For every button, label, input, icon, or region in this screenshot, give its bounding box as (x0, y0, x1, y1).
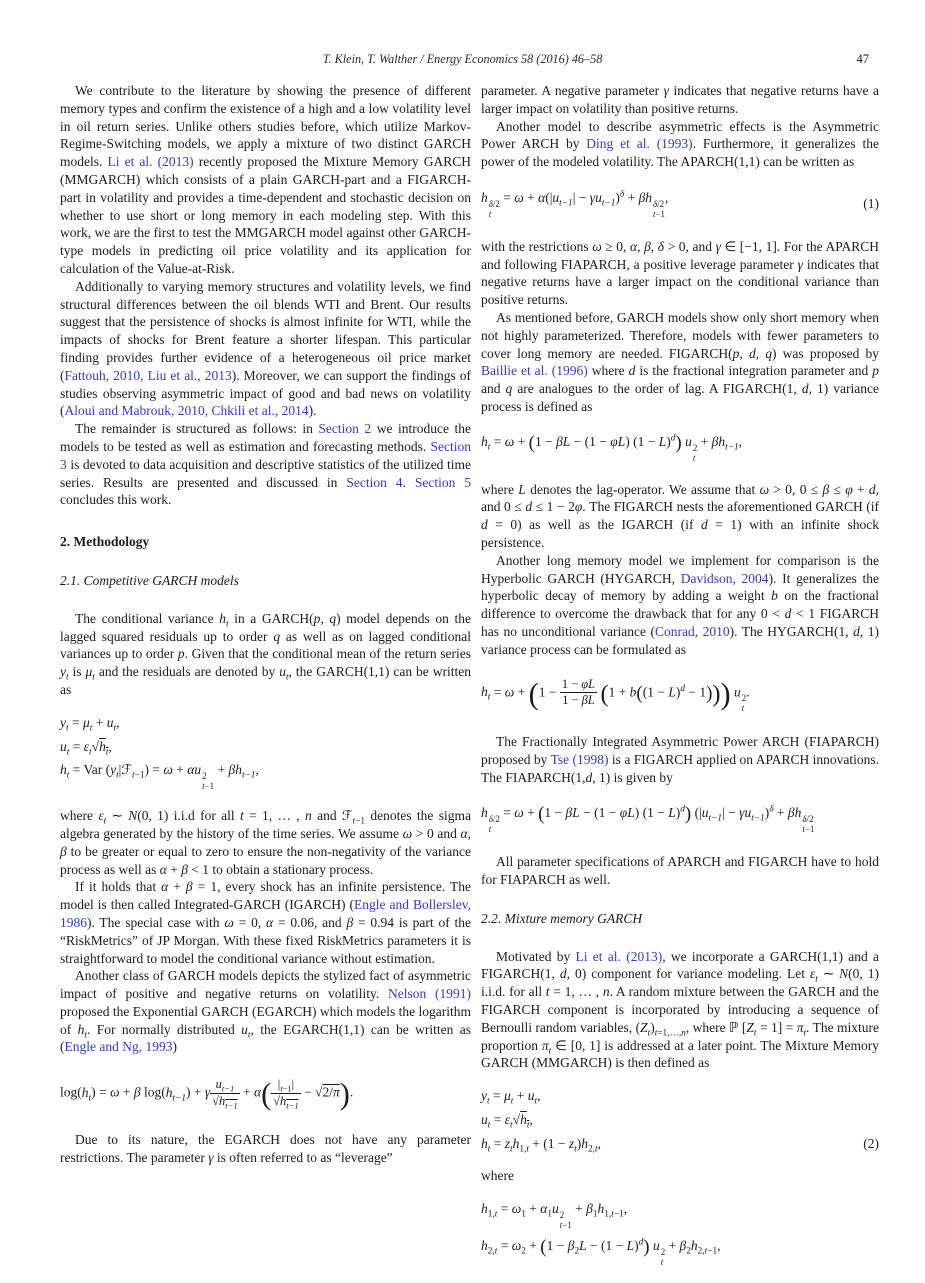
equation-mm-ht (481, 1135, 879, 1153)
section-heading-methodology: 2. Methodology (60, 534, 150, 550)
citation-link-davidson[interactable]: Davidson, 2004 (680, 570, 769, 586)
equation-ut: $u_t = \varepsilon_t√h_t$, (60, 738, 112, 758)
running-header: T. Klein, T. Walther / Energy Economics 58 (2016) 46–58 (322, 52, 603, 66)
paragraph-egarch-intro: Another class of GARCH models depicts the stylized fact of asymmetric impact of positive and negative returns on volatility. Nelson (1991) proposed the Exponential GARCH (EGARCH) which models the logarithm of $h_t$. For normally distributed $u_t$, the EGARCH(1,1) can be written as (Engle and Ng, 1993) (60, 968, 471, 1055)
paragraph-garch-intro: The conditional variance $h_t$ in a GARCH(p, q) model depends on the lagged squared residuals up to order q as well as on lagged conditional variances up to order p. Given that the conditional mean of the return series $y_t$ is $\mu_t$ and the residuals are denoted by $u_t$, the GARCH(1,1) can be written as (60, 610, 471, 697)
equation-h-components (481, 1200, 879, 1268)
paragraph-figarch-intro: As mentioned before, GARCH models show only short memory when not highly parameterized. Therefore, models with fewer parameters to cover long memory are needed. FIGARCH(p, d, q) was proposed by Baillie et al. (1996) where d is the fractional integration parameter and p and q are analogues to the order of lag. A FIGARCH(1, d, 1) variance process is defined as (481, 310, 880, 414)
citation-link-baillie[interactable]: Baillie et al. (1996) (481, 363, 588, 379)
citation-link-conrad[interactable]: Conrad, 2010 (654, 623, 730, 639)
citation-link-fattouh-liu[interactable]: Fattouh, 2010, Liu et al., 2013 (64, 367, 232, 383)
equation-garch-system (60, 714, 471, 792)
equation-number-2: (2) (863, 1135, 879, 1151)
paragraph-continued: parameter. A negative parameter γ indicates that negative returns have a larger impact on volatility than positive returns. (481, 83, 879, 116)
right-column (481, 82, 879, 1283)
citation-link-aloui-chkili[interactable]: Aloui and Mabrouk, 2010, Chkili et al., 2014 (64, 403, 309, 419)
equation-figarch (481, 433, 879, 464)
paragraph-intro-1: We contribute to the literature by showing the presence of different memory types and confirm the existence of a high and a low volatility level in oil return series. Unlike others studies before, which utilize Markov-Regime-Switching models, we apply a mixture of two distinct GARCH models. Li et al. (2013) recently proposed the Mixture Memory GARCH (MMGARCH) which consists of a plain GARCH-part and a FIGARCH-part in volatility and provides a time-dependent and stochastic decision on whether to use short or long memory in each modeling step. With this work, we are the first to test the MMGARCH model against other GARCH-type models in predicting oil price volatility and its application for calculation of the Value-at-Risk. (60, 83, 471, 276)
paragraph-hygarch-intro: Another long memory model we implement for comparison is the Hyperbolic GARCH (HYGARCH, Davidson, 2004). It generalizes the hyperbolic decay of memory by adding a weight b on the fractional difference to overcome the drawback that for any 0 < d < 1 FIGARCH has no unconditional variance (Conrad, 2010). The HYGARCH(1, d, 1) variance process can be formulated as (481, 552, 879, 657)
left-column (60, 82, 471, 1167)
equation-mmgarch-system (481, 1087, 879, 1155)
equation-number-1: (1) (863, 196, 879, 212)
paragraph-restrictions: with the restrictions ω ≥ 0, α, β, δ > 0, and γ ∈ [−1, 1]. For the APARCH and following FIAPARCH, a positive leverage parameter γ indicates that negative returns have a larger impact on the conditional variance than positive returns. (481, 238, 879, 308)
equation-egarch-line: $\log(h_t) = \omega + \beta$ $\log(h_{t-1}) + \gamma$ $\frac{u_{t-1}}{√h_{t-1}}$ + α( $\frac{|_{t-1}|}{√h_{t-1}}$ − √2/π). (60, 1077, 354, 1112)
citation-link-engle-bollerslev[interactable]: Engle and Bollerslev, 1986 (60, 897, 471, 930)
paragraph-leverage: Due to its nature, the EGARCH does not have any parameter restrictions. The parameter γ is often referred to as “leverage” (60, 1132, 471, 1165)
paragraph-fiaparch-intro: The Fractionally Integrated Asymmetric Power ARCH (FIAPARCH) proposed by Tse (1998) is a FIGARCH applied on APARCH innovations. The FIAPARCH(1,d, 1) is given by (481, 733, 879, 785)
equation-egarch (60, 1077, 471, 1112)
section-3-link[interactable]: Section 3 (60, 438, 471, 472)
paragraph-mmgarch-intro: Motivated by Li et al. (2013), we incorporate a GARCH(1,1) and a FIGARCH(1, d, 0) component for variance modeling. Let $\varepsilon_t$ ∼ N(0, 1) i.i.d. for all t = 1, … , n. A random mixture between the GARCH and the FIGARCH component is incorporated by introducing a sequence of Bernoulli random variables, $(Z_t)_{t=1,\dots,n}$, where ℙ $[Z_t = 1] = \pi_t$. The mixture proportion $\pi_t$ ∈ [0, 1] is addressed at a later point. The Mixture Memory GARCH (MMGARCH) is then defined as (481, 948, 880, 1071)
equation-fiaparch-line: h δ/2 t = ω + (1 − βL − (1 − φL) $(1 - L)^d$) $(|u_{t-1}| - \gamma u_{t-1})^\delta + \beta h$ δ/2 t−1 (481, 803, 815, 835)
page-number: 47 (856, 52, 869, 66)
equation-hygarch (481, 678, 879, 714)
equation-figarch-line: $h_t = \omega + (1 - \beta L - (1 - \varphi L) (1 - L)^d)$ u 2 t + $\beta h_{t-1}$, (481, 432, 743, 463)
equation-aparch-line: h δ/2 t = $\omega + \alpha(|u_{t-1}| - \gamma u_{t-1})^\delta + \beta h$ δ/2 t−1 , (481, 189, 669, 219)
equation-hygarch-line: $h_t = \omega + (1$ − $\frac{1 - \varphi L}{1 - \beta L}$ $(1 + b((1 - L)^d - 1))$) u 2 t . (481, 676, 750, 713)
citation-link-nelson[interactable]: Nelson (1991) (388, 986, 471, 1002)
citation-link-tse[interactable]: Tse (1998) (550, 751, 609, 767)
section-4-link[interactable]: Section 4 (346, 474, 403, 490)
paragraph-lag-operator: where L denotes the lag-operator. We assume that ω > 0, 0 ≤ β ≤ φ + d, and 0 ≤ d ≤ 1 − 2φ. The FIGARCH nests the aforementioned GARCH (if d = 0) as well as the IGARCH (if d = 1) with an infinite shock persistence. (481, 481, 880, 550)
paragraph-where-2: where (481, 1168, 514, 1184)
equation-h1t: $h_{1,t} = \omega_1 + \alpha_1u$ 2 t−1 + $\beta_1h_{1,t-1}$, (481, 1201, 628, 1231)
equation-fiaparch (481, 804, 879, 835)
citation-link-engle-ng[interactable]: Engle and Ng, 1993 (64, 1039, 173, 1055)
equation-h2t: $h_{2,t} = \omega_2 + (1 - \beta_2L - (1 - L)^d)$ u 2 t + $\beta_2h_{2,t-1}$, (481, 1236, 721, 1267)
paragraph-intro-2: Additionally to varying memory structures and volatility levels, we find structural differences between the oil blends WTI and Brent. Our results suggest that the persistence of shocks is almost infinite for WTI, while the impacts of shocks for Brent feature a shorter lifespan. This particular finding provides further evidence of a heterogeneous oil price market (Fattouh, 2010, Liu et al., 2013). Moreover, we can support the findings of studies observing asymmetric impact of good and bad news on volatility (Aloui and Mabrouk, 2010, Chkili et al., 2014). (60, 278, 472, 419)
paragraph-igarch: If it holds that α + β = 1, every shock has an infinite persistence. The model is then called Integrated-GARCH (IGARCH) (Engle and Bollerslev, 1986). The special case with ω = 0, α = 0.06, and β = 0.94 is part of the “RiskMetrics” of JP Morgan. With these fixed RiskMetrics parameters it is straightforward to model the conditional variance without estimation. (60, 879, 471, 966)
equation-mm-yt: $y_t = \mu_t + u_t$, (481, 1088, 541, 1107)
section-5-link[interactable]: Section 5 (414, 474, 472, 490)
equation-mm-ht-line: $h_t = z_th_{1,t} + (1 - z_t)h_{2,t}$, (481, 1135, 601, 1155)
equation-ht: $h_t$ = Var $(y_t|ℱ_{t-1}) = \omega + \alpha u$ 2 t−1 + $\beta h_{t-1}$, (60, 762, 259, 792)
equation-aparch (481, 189, 879, 220)
citation-link-ding[interactable]: Ding et al. (1993) (586, 136, 693, 152)
paragraph-where-epsilon: where $\varepsilon_t$ ∼ N(0, 1) i.i.d for all t = 1, … , n and ℱ$_{t-1}$ denotes the sigma algebra generated by the history of the time series. We assume ω > 0 and α, β to be greater or equal to zero to ensure the non-negativity of the variance process as well as α + β < 1 to obtain a stationary process. (60, 808, 471, 877)
citation-link-li-2013[interactable]: Li et al. (2013) (107, 154, 194, 170)
paragraph-intro-3: The remainder is structured as follows: in Section 2 we introduce the models to be tested as well as estimation and forecasting methods. Section 3 is devoted to data acquisition and descriptive statistics of the utilized time series. Results are presented and discussed in Section 4. Section 5 concludes this work. (60, 421, 472, 508)
subsection-heading-competitive-garch: 2.1. Competitive GARCH models (60, 572, 239, 588)
section-2-link[interactable]: Section 2 (318, 421, 372, 437)
paragraph-aparch-intro: Another model to describe asymmetric effects is the Asymmetric Power ARCH by Ding et al. (1993). Furthermore, it generalizes the power of the modeled volatility. The APARCH(1,1) can be written as (481, 118, 879, 170)
paragraph-all-params: All parameter specifications of APARCH and FIGARCH have to hold for FIAPARCH as well. (481, 854, 879, 887)
equation-mm-ut: $u_t = \varepsilon_t√h_t$, (481, 1111, 533, 1131)
citation-link-li-2013-b[interactable]: Li et al. (2013) (575, 948, 663, 964)
equation-yt: $y_t = \mu_t + u_t$, (60, 714, 120, 734)
subsection-heading-mixture-memory: 2.2. Mixture memory GARCH (481, 910, 643, 926)
